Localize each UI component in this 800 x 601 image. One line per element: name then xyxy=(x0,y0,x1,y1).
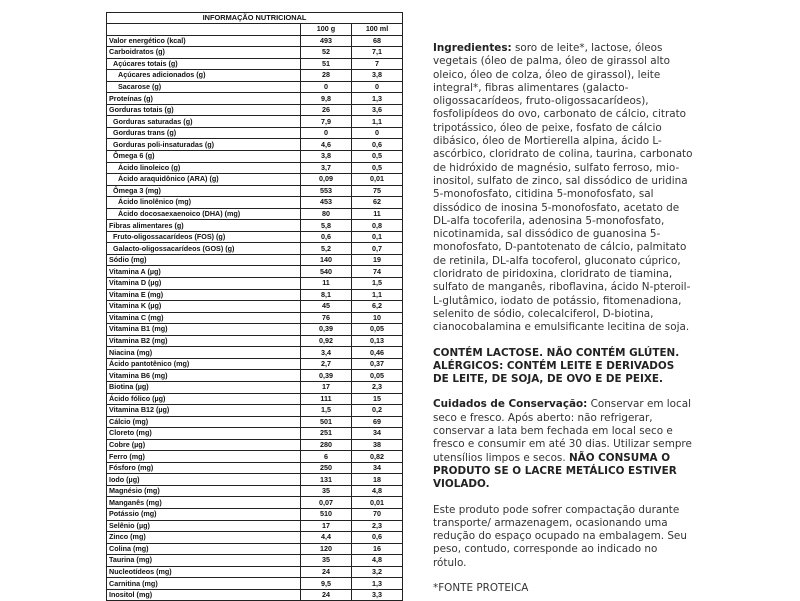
nutrition-table-container xyxy=(106,12,402,601)
value-per-100ml: 1,1 xyxy=(352,289,403,301)
care-paragraph xyxy=(433,398,693,491)
value-per-100ml: 0,05 xyxy=(352,370,403,382)
value-per-100g: 453 xyxy=(301,197,352,209)
value-per-100g: 28 xyxy=(301,70,352,82)
value-per-100g: 1,5 xyxy=(301,405,352,417)
care-label: Cuidados de Conservação: xyxy=(433,398,588,411)
table-row xyxy=(107,439,403,451)
table-row xyxy=(107,243,403,255)
table-row xyxy=(107,81,403,93)
value-per-100ml: 0,5 xyxy=(352,162,403,174)
nutrient-label: Ácido docosaexaenoico (DHA) (mg) xyxy=(107,208,301,220)
nutrient-label: Açúcares adicionados (g) xyxy=(107,70,301,82)
nutrient-label: Vitamina E (mg) xyxy=(107,289,301,301)
table-row xyxy=(107,532,403,544)
value-per-100g: 0,09 xyxy=(301,174,352,186)
nutrient-label: Ômega 6 (g) xyxy=(107,151,301,163)
table-row xyxy=(107,462,403,474)
nutrient-label: Vitamina D (µg) xyxy=(107,278,301,290)
table-row xyxy=(107,289,403,301)
value-per-100ml: 62 xyxy=(352,197,403,209)
nutrient-label: Gorduras trans (g) xyxy=(107,127,301,139)
nutrient-label: Manganês (mg) xyxy=(107,497,301,509)
value-per-100g: 0,07 xyxy=(301,497,352,509)
nutrient-label: Cloreto (mg) xyxy=(107,428,301,440)
nutrient-label: Ácido pantotênico (mg) xyxy=(107,358,301,370)
nutrient-label: Gorduras totais (g) xyxy=(107,104,301,116)
value-per-100g: 35 xyxy=(301,555,352,567)
nutrient-label: Sacarose (g) xyxy=(107,81,301,93)
value-per-100ml: 15 xyxy=(352,393,403,405)
table-row xyxy=(107,301,403,313)
table-row xyxy=(107,174,403,186)
table-row xyxy=(107,185,403,197)
value-per-100g: 35 xyxy=(301,485,352,497)
value-per-100g: 0,92 xyxy=(301,335,352,347)
nutrient-label: Ferro (mg) xyxy=(107,451,301,463)
value-per-100ml: 4,8 xyxy=(352,485,403,497)
value-per-100ml: 69 xyxy=(352,416,403,428)
value-per-100g: 510 xyxy=(301,508,352,520)
value-per-100g: 540 xyxy=(301,266,352,278)
value-per-100ml: 68 xyxy=(352,35,403,47)
value-per-100g: 24 xyxy=(301,589,352,601)
value-per-100ml: 0,01 xyxy=(352,174,403,186)
value-per-100ml: 7,1 xyxy=(352,47,403,59)
value-per-100g: 17 xyxy=(301,520,352,532)
header-100ml: 100 ml xyxy=(352,24,403,36)
value-per-100g: 24 xyxy=(301,566,352,578)
table-row xyxy=(107,208,403,220)
nutrient-label: Ácido linoleico (g) xyxy=(107,162,301,174)
value-per-100g: 4,4 xyxy=(301,532,352,544)
table-row xyxy=(107,393,403,405)
value-per-100ml: 75 xyxy=(352,185,403,197)
nutrient-label: Vitamina B12 (µg) xyxy=(107,405,301,417)
value-per-100ml: 0,6 xyxy=(352,532,403,544)
value-per-100g: 45 xyxy=(301,301,352,313)
table-row xyxy=(107,58,403,70)
value-per-100g: 0 xyxy=(301,127,352,139)
nutrient-label: Ácido linolênico (mg) xyxy=(107,197,301,209)
nutrient-label: Potássio (mg) xyxy=(107,508,301,520)
value-per-100ml: 1,3 xyxy=(352,93,403,105)
nutrient-label: Biotina (µg) xyxy=(107,381,301,393)
value-per-100ml: 2,3 xyxy=(352,381,403,393)
value-per-100ml: 0 xyxy=(352,127,403,139)
value-per-100g: 9,5 xyxy=(301,578,352,590)
value-per-100g: 17 xyxy=(301,381,352,393)
nutrient-label: Ômega 3 (mg) xyxy=(107,185,301,197)
nutrient-label: Selênio (µg) xyxy=(107,520,301,532)
care-text: Conservar em local seco e fresco. Após aberto: não refrigerar, conservar a lata bem fechada em local seco e fresco e consumir em até 30 dias. Utilizar sempre utensílios limpos e secos. xyxy=(433,398,692,464)
value-per-100ml: 10 xyxy=(352,312,403,324)
table-row xyxy=(107,47,403,59)
value-per-100ml: 3,2 xyxy=(352,566,403,578)
nutrient-label: Fibras alimentares (g) xyxy=(107,220,301,232)
value-per-100ml: 0,13 xyxy=(352,335,403,347)
header-blank-cell xyxy=(107,24,301,36)
table-row xyxy=(107,116,403,128)
value-per-100ml: 0,2 xyxy=(352,405,403,417)
table-row xyxy=(107,416,403,428)
value-per-100ml: 18 xyxy=(352,474,403,486)
value-per-100ml: 0,37 xyxy=(352,358,403,370)
nutrient-label: Vitamina A (µg) xyxy=(107,266,301,278)
value-per-100ml: 0,7 xyxy=(352,243,403,255)
table-row xyxy=(107,139,403,151)
value-per-100g: 8,1 xyxy=(301,289,352,301)
value-per-100g: 11 xyxy=(301,278,352,290)
table-row xyxy=(107,93,403,105)
table-row xyxy=(107,428,403,440)
table-row xyxy=(107,497,403,509)
table-row xyxy=(107,508,403,520)
table-row xyxy=(107,151,403,163)
table-row xyxy=(107,127,403,139)
value-per-100ml: 0 xyxy=(352,81,403,93)
value-per-100g: 250 xyxy=(301,462,352,474)
nutrient-label: Ácido araquidônico (ARA) (g) xyxy=(107,174,301,186)
nutrient-label: Gorduras saturadas (g) xyxy=(107,116,301,128)
table-row xyxy=(107,312,403,324)
value-per-100g: 2,7 xyxy=(301,358,352,370)
table-row xyxy=(107,254,403,266)
table-row xyxy=(107,578,403,590)
value-per-100ml: 0,46 xyxy=(352,347,403,359)
table-row xyxy=(107,589,403,601)
value-per-100ml: 3,8 xyxy=(352,70,403,82)
value-per-100ml: 1,3 xyxy=(352,578,403,590)
value-per-100ml: 19 xyxy=(352,254,403,266)
value-per-100g: 280 xyxy=(301,439,352,451)
table-row xyxy=(107,485,403,497)
nutrient-label: Vitamina B2 (mg) xyxy=(107,335,301,347)
table-row xyxy=(107,370,403,382)
table-row xyxy=(107,70,403,82)
value-per-100g: 9,8 xyxy=(301,93,352,105)
value-per-100ml: 3,3 xyxy=(352,589,403,601)
value-per-100g: 5,8 xyxy=(301,220,352,232)
value-per-100g: 52 xyxy=(301,47,352,59)
value-per-100ml: 0,1 xyxy=(352,231,403,243)
value-per-100g: 131 xyxy=(301,474,352,486)
label-text-column xyxy=(433,42,693,595)
value-per-100g: 5,2 xyxy=(301,243,352,255)
value-per-100g: 0,6 xyxy=(301,231,352,243)
value-per-100ml: 0,01 xyxy=(352,497,403,509)
compaction-note: Este produto pode sofrer compactação durante transporte/ armazenagem, ocasionando uma redução do espaço ocupado na embalagem. Seu peso, contudo, corresponde ao indicado no rótulo. xyxy=(433,503,687,569)
nutrient-label: Niacina (mg) xyxy=(107,347,301,359)
nutrient-label: Magnésio (mg) xyxy=(107,485,301,497)
ingredients-label: Ingredientes: xyxy=(433,42,512,54)
value-per-100g: 0,39 xyxy=(301,324,352,336)
nutrient-label: Gorduras poli-insaturadas (g) xyxy=(107,139,301,151)
nutrient-label: Colina (mg) xyxy=(107,543,301,555)
nutrient-label: Valor energético (kcal) xyxy=(107,35,301,47)
value-per-100ml: 2,3 xyxy=(352,520,403,532)
header-100g: 100 g xyxy=(301,24,352,36)
nutrient-label: Fruto-oligossacarídeos (FOS) (g) xyxy=(107,231,301,243)
nutrient-label: Taurina (mg) xyxy=(107,555,301,567)
value-per-100g: 501 xyxy=(301,416,352,428)
value-per-100ml: 3,6 xyxy=(352,104,403,116)
nutrient-label: Açúcares totais (g) xyxy=(107,58,301,70)
table-row xyxy=(107,358,403,370)
value-per-100g: 3,7 xyxy=(301,162,352,174)
value-per-100ml: 11 xyxy=(352,208,403,220)
protein-source-footnote: *FONTE PROTEICA xyxy=(433,581,529,594)
value-per-100g: 3,4 xyxy=(301,347,352,359)
value-per-100ml: 6,2 xyxy=(352,301,403,313)
nutrient-label: Proteínas (g) xyxy=(107,93,301,105)
nutrient-label: Vitamina C (mg) xyxy=(107,312,301,324)
nutrient-label: Vitamina B6 (mg) xyxy=(107,370,301,382)
table-row xyxy=(107,231,403,243)
value-per-100g: 0,39 xyxy=(301,370,352,382)
value-per-100g: 0 xyxy=(301,81,352,93)
table-row xyxy=(107,405,403,417)
value-per-100ml: 0,05 xyxy=(352,324,403,336)
value-per-100g: 120 xyxy=(301,543,352,555)
nutrient-label: Galacto-oligossacarídeos (GOS) (g) xyxy=(107,243,301,255)
nutrient-label: Zinco (mg) xyxy=(107,532,301,544)
value-per-100ml: 0,8 xyxy=(352,220,403,232)
nutrient-label: Nucleotídeos (mg) xyxy=(107,566,301,578)
table-row xyxy=(107,555,403,567)
nutrient-label: Iodo (µg) xyxy=(107,474,301,486)
value-per-100g: 6 xyxy=(301,451,352,463)
value-per-100ml: 16 xyxy=(352,543,403,555)
table-row xyxy=(107,451,403,463)
value-per-100g: 493 xyxy=(301,35,352,47)
value-per-100g: 251 xyxy=(301,428,352,440)
value-per-100ml: 1,1 xyxy=(352,116,403,128)
allergens-statement: CONTÉM LACTOSE. NÃO CONTÉM GLÚTEN. ALÉRGICOS: CONTÉM LEITE E DERIVADOS DE LEITE, DE SOJA, DE OVO E DE PEIXE. xyxy=(433,346,680,386)
nutrition-table xyxy=(106,12,403,601)
table-title: INFORMAÇÃO NUTRICIONAL xyxy=(107,13,403,24)
table-header-row xyxy=(107,24,403,36)
value-per-100g: 111 xyxy=(301,393,352,405)
table-row xyxy=(107,566,403,578)
value-per-100ml: 0,82 xyxy=(352,451,403,463)
table-row xyxy=(107,35,403,47)
value-per-100ml: 4,8 xyxy=(352,555,403,567)
ingredients-paragraph xyxy=(433,42,693,335)
nutrient-label: Sódio (mg) xyxy=(107,254,301,266)
nutrient-label: Carnitina (mg) xyxy=(107,578,301,590)
nutrient-label: Cálcio (mg) xyxy=(107,416,301,428)
care-warning: NÃO CONSUMA O PRODUTO SE O LACRE METÁLICO ESTIVER VIOLADO. xyxy=(433,451,677,491)
table-title-row xyxy=(107,13,403,24)
nutrient-label: Cobre (µg) xyxy=(107,439,301,451)
table-row xyxy=(107,278,403,290)
value-per-100ml: 70 xyxy=(352,508,403,520)
table-row xyxy=(107,381,403,393)
value-per-100ml: 0,6 xyxy=(352,139,403,151)
table-row xyxy=(107,220,403,232)
value-per-100ml: 1,5 xyxy=(352,278,403,290)
ingredients-text: soro de leite*, lactose, óleos vegetais (óleo de palma, óleo de girassol alto oleico, óleo de colza, óleo de girassol), leite integral*, fibras alimentares (galacto-oligossacarídeos, fruto-oligossacarídeos), fosfolipídeos do ovo, carbonato de cálcio, citrato tripotássico, óleo de peixe, fosfato de cálcio dibásico, óleo de Mortierella alpina, ácido L-ascórbico, cloridrato de colina, taurina, carbonato de hidróxido de magnésio, sulfato ferroso, mio-inositol, sulfato de zinco, sal dissódico de uridina 5-monofosfato, citidina 5-monofosfato, sal dissódico de inosina 5-monofosfato, acetato de DL-alfa tocoferila, adenosina 5-monofosfato, nicotinamida, sal dissódico de guanosina 5-monofosfato, D-pantotenato de cálcio, palmitato de retinila, DL-alfa tocoferol, gluconato cúprico, cloridrato de piridoxina, cloridrato de tiamina, sulfato de manganês, riboflavina, ácido N-pteroil-L-glutâmico, iodato de potássio, fitomenadiona, selenito de sódio, colecalciferol, D-biotina, cianocobalamina e emulsificante lecitina de soja. xyxy=(433,42,693,334)
table-row xyxy=(107,197,403,209)
value-per-100ml: 7 xyxy=(352,58,403,70)
value-per-100ml: 38 xyxy=(352,439,403,451)
value-per-100ml: 34 xyxy=(352,462,403,474)
value-per-100ml: 0,5 xyxy=(352,151,403,163)
table-row xyxy=(107,474,403,486)
value-per-100g: 51 xyxy=(301,58,352,70)
nutrient-label: Ácido fólico (µg) xyxy=(107,393,301,405)
value-per-100g: 80 xyxy=(301,208,352,220)
value-per-100g: 26 xyxy=(301,104,352,116)
table-row xyxy=(107,335,403,347)
value-per-100g: 3,8 xyxy=(301,151,352,163)
value-per-100g: 76 xyxy=(301,312,352,324)
table-row xyxy=(107,324,403,336)
nutrient-label: Carboidratos (g) xyxy=(107,47,301,59)
value-per-100g: 7,9 xyxy=(301,116,352,128)
table-row xyxy=(107,266,403,278)
nutrient-label: Fósforo (mg) xyxy=(107,462,301,474)
nutrient-label: Vitamina B1 (mg) xyxy=(107,324,301,336)
value-per-100g: 140 xyxy=(301,254,352,266)
value-per-100g: 553 xyxy=(301,185,352,197)
nutrient-label: Inositol (mg) xyxy=(107,589,301,601)
value-per-100g: 4,6 xyxy=(301,139,352,151)
table-row xyxy=(107,543,403,555)
nutrient-label: Vitamina K (µg) xyxy=(107,301,301,313)
table-row xyxy=(107,162,403,174)
table-row xyxy=(107,104,403,116)
value-per-100ml: 34 xyxy=(352,428,403,440)
value-per-100ml: 74 xyxy=(352,266,403,278)
table-row xyxy=(107,347,403,359)
table-row xyxy=(107,520,403,532)
